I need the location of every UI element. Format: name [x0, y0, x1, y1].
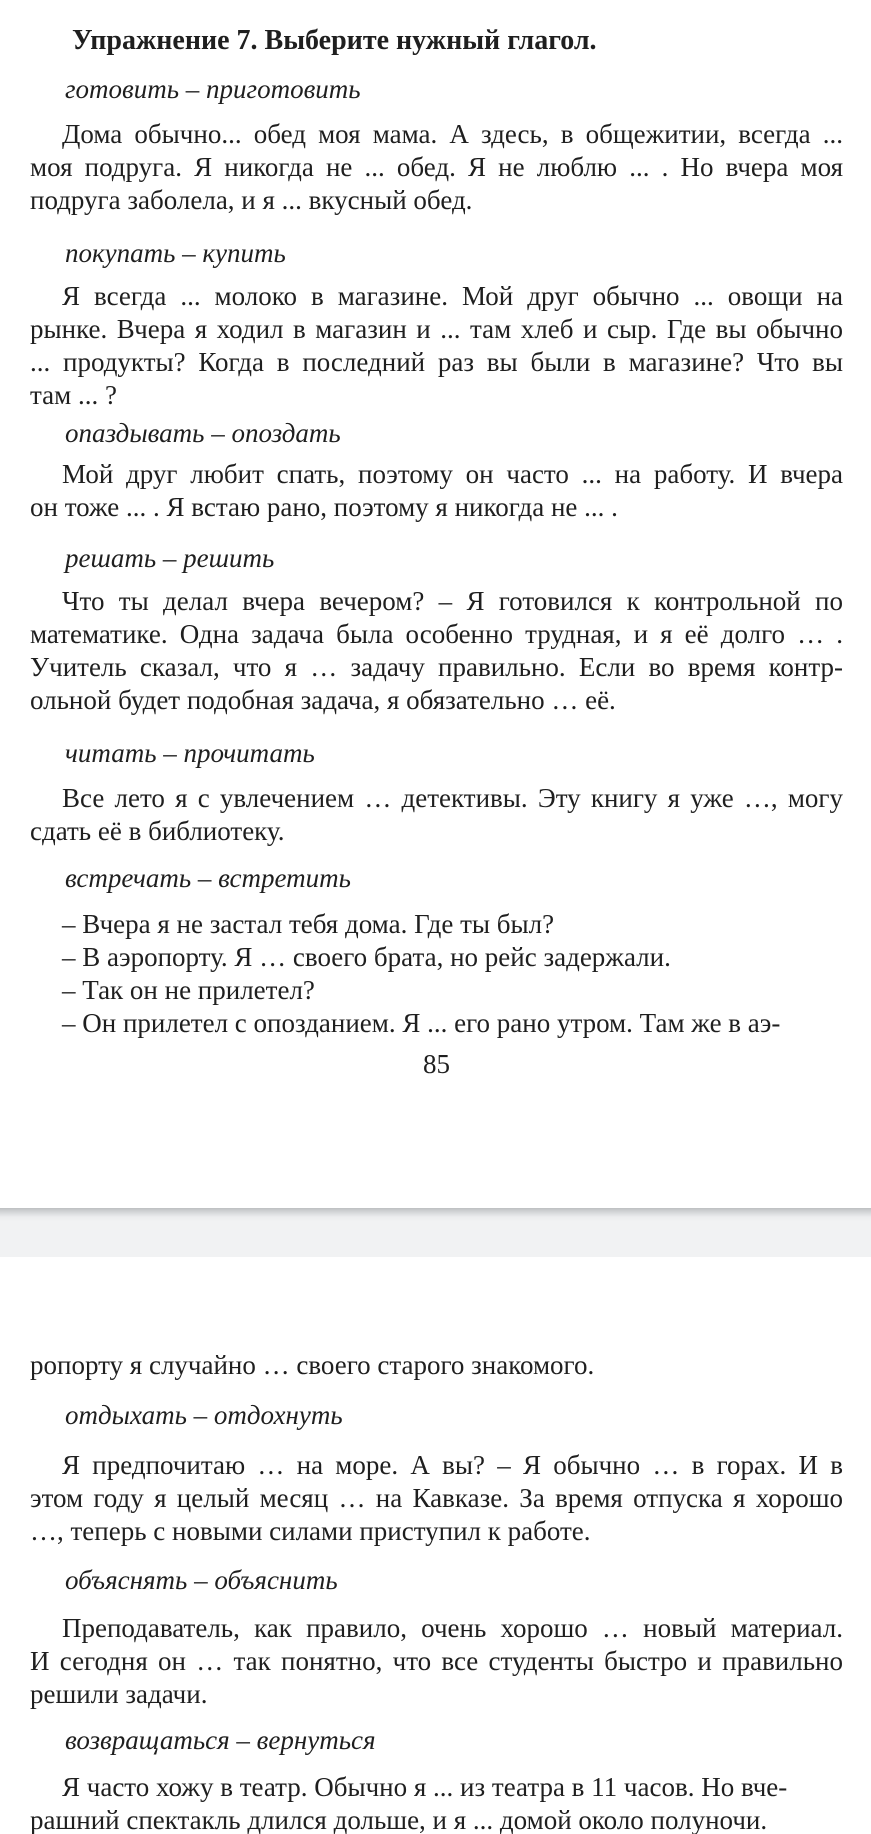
text-line: рашний спектакль длился дольше, и я ... домой около полуночи.: [30, 1805, 768, 1834]
dialogue-line: – Вчера я не застал тебя дома. Где ты был?: [62, 909, 555, 939]
dialogue-line: – Он прилетел с опозданием. Я ... его рано утром. Там же в аэ-: [62, 1008, 781, 1038]
text-line: …, теперь с новыми силами приступил к работе.: [30, 1516, 591, 1546]
text-line: решили задачи.: [30, 1679, 208, 1709]
text-line: ... продукты? Когда в последний раз вы были в магазине? Что вы: [30, 347, 843, 377]
dialogue-line: – Так он не прилетел?: [62, 975, 315, 1005]
page-separator: [0, 1208, 871, 1257]
verb-pair-header: готовить – приготовить: [65, 74, 361, 104]
text-line: сдать её в библиотеку.: [30, 816, 285, 846]
page-number: 85: [423, 1049, 450, 1079]
text-line: Учитель сказал, что я … задачу правильно. Если во время контр-: [30, 652, 843, 682]
text-line: Дома обычно... обед моя мама. А здесь, в общежитии, всегда ...: [62, 119, 843, 149]
continuation-line: ропорту я случайно … своего старого знакомого.: [30, 1350, 595, 1380]
verb-pair-header: решать – решить: [65, 543, 275, 573]
page-86-content: [30, 1399, 843, 1834]
paragraph: [30, 118, 843, 217]
paragraph: [30, 1771, 843, 1834]
verb-pair-header: встречать – встретить: [65, 863, 351, 893]
text-line: Я всегда ... молоко в магазине. Мой друг обычно ... овощи на: [62, 281, 843, 311]
text-line: Я часто хожу в театр. Обычно я ... из театра в 11 часов. Но вче-: [62, 1772, 788, 1802]
text-line: подруга заболела, и я ... вкусный обед.: [30, 185, 473, 215]
paragraph: [30, 458, 843, 524]
dialogue-line: – В аэропорту. Я … своего брата, но рейс задержали.: [62, 942, 671, 972]
text-line: математике. Одна задача была особенно трудная, и я её долго … .: [30, 619, 843, 649]
verb-pair-header: опаздывать – опоздать: [65, 418, 341, 448]
paragraph: [30, 280, 843, 412]
verb-pair-header: покупать – купить: [65, 238, 286, 268]
text-line: ольной будет подобная задача, я обязательно … её.: [30, 685, 616, 715]
paragraph: [30, 585, 843, 717]
text-line: он тоже ... . Я встаю рано, поэтому я никогда не ... .: [30, 492, 618, 522]
verb-pair-header: объяснять – объяснить: [65, 1565, 338, 1595]
paragraph: [30, 1612, 843, 1711]
text-line: там ... ?: [30, 380, 117, 410]
page-86: [0, 1257, 871, 1834]
text-line: И сегодня он … так понятно, что все студенты быстро и правильно: [30, 1646, 843, 1676]
dialogue: [30, 908, 843, 1040]
text-line: моя подруга. Я никогда не ... обед. Я не люблю ... . Но вчера моя: [30, 152, 843, 182]
text-line: Я предпочитаю … на море. А вы? – Я обычно … в горах. И в: [62, 1450, 843, 1480]
text-line: Все лето я с увлечением … детективы. Эту книгу я уже …, могу: [62, 783, 843, 813]
text-line: Преподаватель, как правило, очень хорошо … новый материал.: [62, 1613, 843, 1643]
text-line: Что ты делал вчера вечером? – Я готовился к контрольной по: [62, 586, 843, 616]
paragraph: [30, 782, 843, 848]
page-85-content: [30, 73, 843, 1040]
text-line: этом году я целый месяц … на Кавказе. За время отпуска я хорошо: [30, 1483, 843, 1513]
verb-pair-header: возвращаться – вернуться: [65, 1725, 376, 1755]
verb-pair-header: читать – прочитать: [65, 738, 315, 768]
exercise-title: Упражнение 7. Выберите нужный глагол.: [72, 25, 597, 56]
text-line: Мой друг любит спать, поэтому он часто ... на работу. И вчера: [62, 459, 843, 489]
paragraph: [30, 1449, 843, 1548]
verb-pair-header: отдыхать – отдохнуть: [65, 1400, 343, 1430]
text-line: рынке. Вчера я ходил в магазин и ... там хлеб и сыр. Где вы обычно: [30, 314, 843, 344]
